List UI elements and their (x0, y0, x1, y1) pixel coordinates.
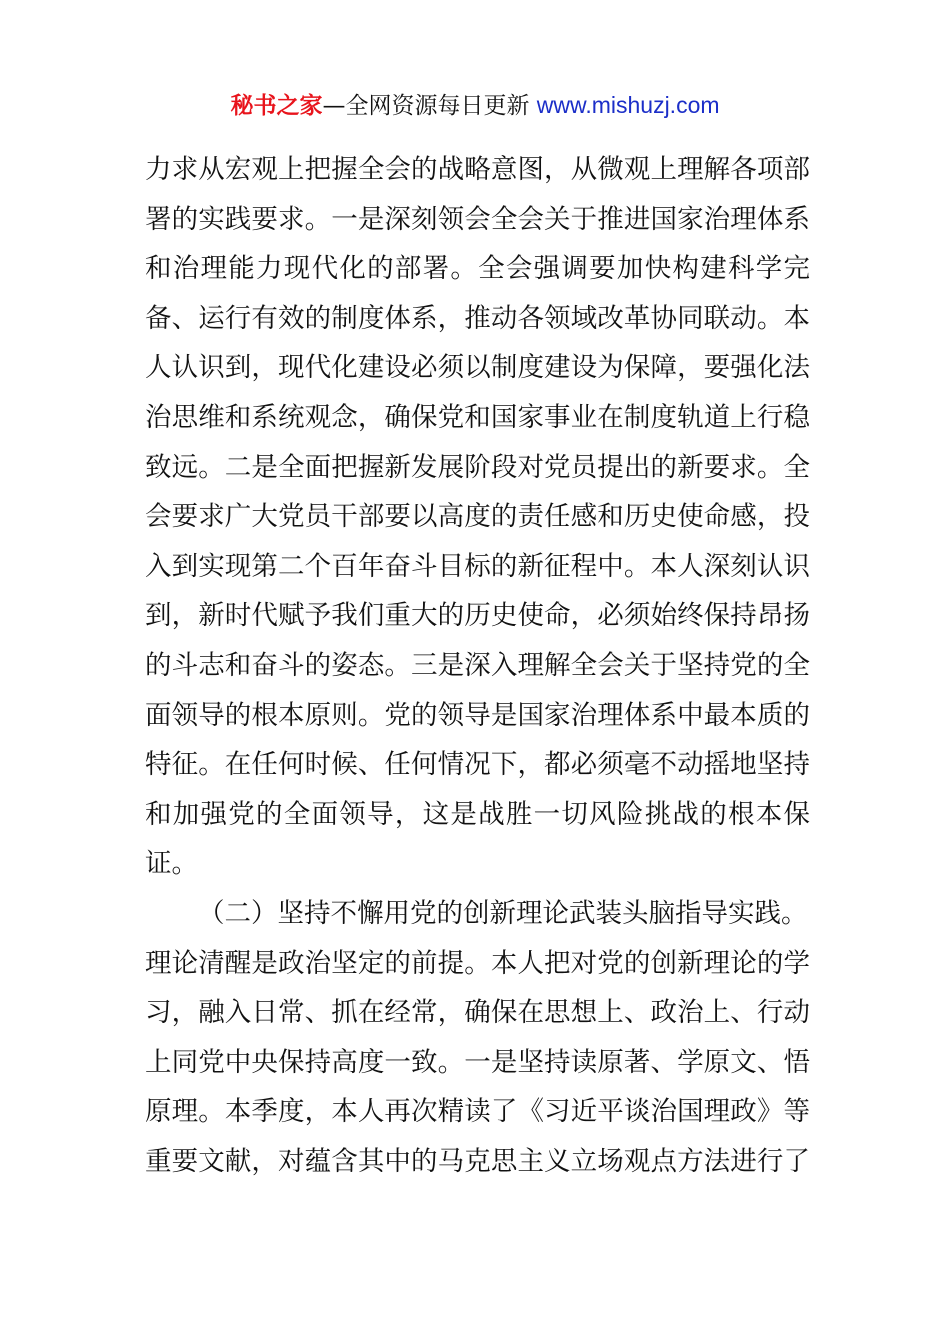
page-header (0, 88, 950, 123)
body-line: 治思维和系统观念，确保党和国家事业在制度轨道上行稳 (145, 401, 810, 433)
body-line: 特征。在任何时候、任何情况下，都必须毫不动摇地坚持 (145, 749, 810, 781)
body-line: 理论清醒是政治坚定的前提。本人把对党的创新理论的学 (145, 947, 810, 979)
body-line: 习，融入日常、抓在经常，确保在思想上、政治上、行动 (145, 997, 810, 1029)
section-heading: （二）坚持不懈用党的创新理论武装头脑指导实践。 (198, 897, 808, 929)
body-line: 到，新时代赋予我们重大的历史使命，必须始终保持昂扬 (145, 600, 810, 632)
body-line: 的斗志和奋斗的姿态。三是深入理解全会关于坚持党的全 (145, 649, 810, 681)
body-line: 入到实现第二个百年奋斗目标的新征程中。本人深刻认识 (145, 550, 810, 582)
body-line: 署的实践要求。一是深刻领会全会关于推进国家治理体系 (145, 203, 810, 235)
body-line: 力求从宏观上把握全会的战略意图，从微观上理解各项部 (145, 154, 810, 185)
body-line: 重要文献，对蕴含其中的马克思主义立场观点方法进行了 (145, 1145, 810, 1177)
body-line: 面领导的根本原则。党的领导是国家治理体系中最本质的 (145, 699, 810, 731)
header-tagline: —全网资源每日更新 (322, 93, 537, 119)
body-line: 证。 (145, 848, 198, 880)
body-line: 会要求广大党员干部要以高度的责任感和历史使命感，投 (145, 501, 810, 533)
body-line: 人认识到，现代化建设必须以制度建设为保障，要强化法 (145, 352, 810, 384)
body-line: 和加强党的全面领导，这是战胜一切风险挑战的根本保 (145, 798, 810, 830)
body-line: 致远。二是全面把握新发展阶段对党员提出的新要求。全 (145, 451, 810, 483)
body-line: 原理。本季度，本人再次精读了《习近平谈治国理政》等 (145, 1096, 810, 1128)
body-line: 备、运行有效的制度体系，推动各领域改革协同联动。本 (145, 302, 810, 334)
header-url-link[interactable]: www.mishuzj.com (536, 92, 720, 118)
body-line: 上同党中央保持高度一致。一是坚持读原著、学原文、悟 (145, 1046, 810, 1078)
body-line: 和治理能力现代化的部署。全会强调要加快构建科学完 (145, 253, 810, 285)
document-body (145, 145, 810, 1186)
header-brand: 秘书之家 (230, 93, 323, 119)
